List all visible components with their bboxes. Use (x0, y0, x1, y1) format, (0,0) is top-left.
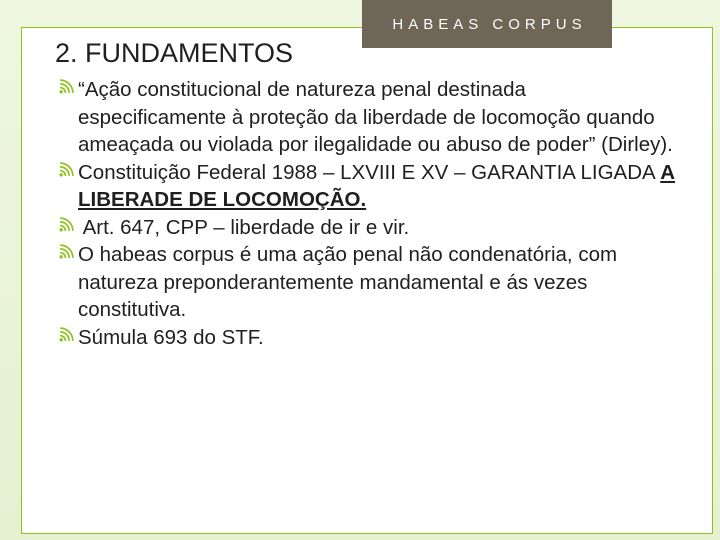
slide-title: 2. FUNDAMENTOS (55, 38, 294, 68)
bullet-text: O habeas corpus é uma ação penal não condenatória, com natureza preponderantemente mandamental e ás vezes constitutiva. (78, 243, 618, 321)
bullet-item (58, 76, 678, 159)
wifi-arc-icon (58, 243, 75, 260)
bullet-item (58, 241, 678, 324)
wifi-arc-icon (58, 216, 75, 233)
wifi-arc-icon (58, 161, 75, 178)
wifi-arc-icon (58, 326, 75, 343)
bullet-text: Art. 647, CPP – liberdade de ir e vir. (78, 215, 410, 239)
bullet-text: Súmula 693 do STF. (78, 325, 264, 349)
header-label: HABEAS CORPUS (392, 15, 587, 33)
bullet-item (58, 214, 678, 242)
header-banner (362, 0, 612, 48)
bullet-list (58, 76, 678, 351)
bullet-text: Constituição Federal 1988 – LXVIII E XV – GARANTIA LIGADA (78, 160, 661, 184)
wifi-arc-icon (58, 78, 75, 95)
bullet-item (58, 324, 678, 352)
bullet-emphasis: A LIBERADE DE LOCOMOÇÃO. (78, 160, 676, 211)
bullet-text: “Ação constitucional de natureza penal destinada especificamente à proteção da liberdade de locomoção quando ameaçada ou violada por ilegalidade ou abuso de poder” (Dirley). (78, 78, 673, 156)
bullet-item (58, 159, 678, 214)
